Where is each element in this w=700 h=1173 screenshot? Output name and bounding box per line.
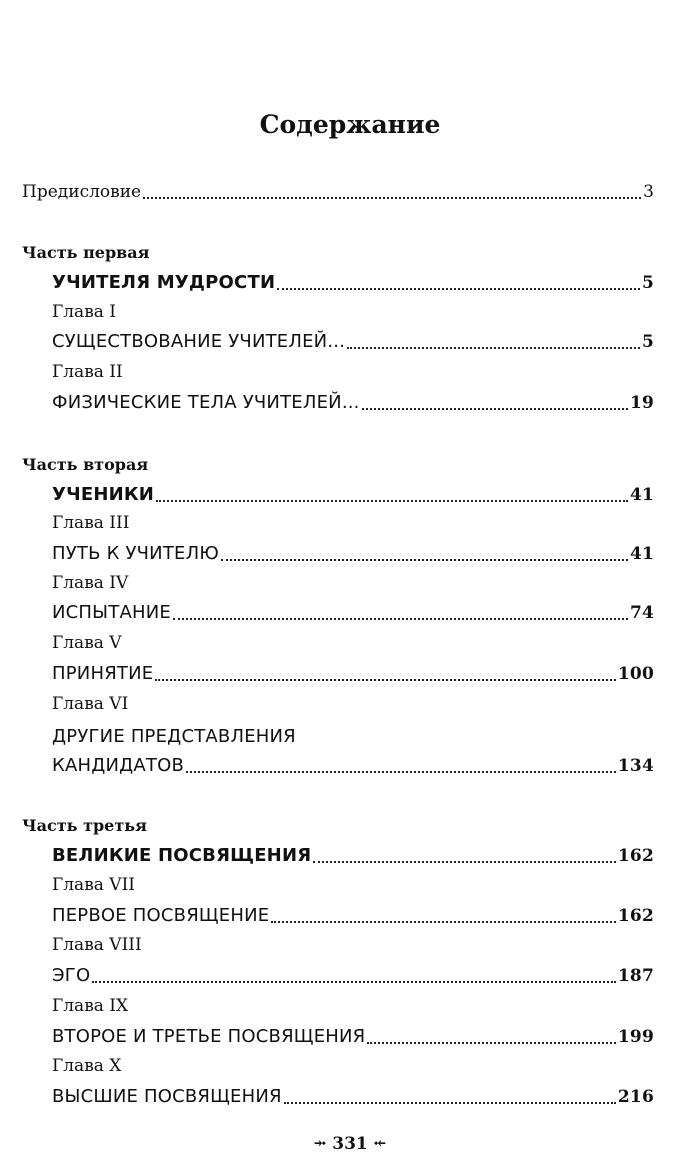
toc-entry-label: ПЕРВОЕ ПОСВЯЩЕНИЕ xyxy=(52,905,270,926)
page-number xyxy=(0,1134,700,1154)
toc-entry-section[interactable] xyxy=(52,841,654,871)
toc-entry-chapter[interactable] xyxy=(52,327,654,357)
toc-entry-label: Предисловие xyxy=(22,182,142,202)
chapter-number: Глава VII xyxy=(52,875,136,895)
toc-entry-page: 19 xyxy=(629,393,654,413)
toc-entry-label: ФИЗИЧЕСКИЕ ТЕЛА УЧИТЕЛЕЙ... xyxy=(52,392,360,413)
toc-entry-label: УЧЕНИКИ xyxy=(52,484,155,505)
toc-entry-page: 5 xyxy=(641,273,654,293)
toc-entry-title-line[interactable]: ДРУГИЕ ПРЕДСТАВЛЕНИЯ xyxy=(52,726,296,747)
toc-entry-label: ВЕЛИКИЕ ПОСВЯЩЕНИЯ xyxy=(52,845,312,866)
dot-leader xyxy=(173,618,628,620)
chapter-number: Глава VIII xyxy=(52,935,142,955)
dot-leader xyxy=(221,559,628,561)
toc-entry-section[interactable] xyxy=(52,480,654,510)
toc-entry-label: ПУТЬ К УЧИТЕЛЮ xyxy=(52,543,219,564)
toc-entry-page: 100 xyxy=(617,664,654,684)
chapter-number: Глава X xyxy=(52,1056,122,1076)
dot-leader xyxy=(313,861,616,863)
toc-entry-page: 134 xyxy=(617,756,654,776)
toc-entry-chapter[interactable] xyxy=(52,751,654,781)
toc-entry-page: 41 xyxy=(629,544,654,564)
toc-entry-page: 3 xyxy=(643,182,654,202)
toc-entry-page: 5 xyxy=(641,332,654,352)
dot-leader xyxy=(186,771,616,773)
toc-entry-page: 199 xyxy=(617,1027,654,1047)
part-heading: Часть третья xyxy=(22,816,147,835)
toc-entry-label: КАНДИДАТОВ xyxy=(52,755,185,776)
toc-entry-chapter[interactable] xyxy=(52,901,654,931)
toc-entry-page: 162 xyxy=(617,846,654,866)
part-heading: Часть первая xyxy=(22,243,150,262)
toc-entry-label: ПРИНЯТИЕ xyxy=(52,663,154,684)
toc-entry-chapter[interactable] xyxy=(52,659,654,689)
dot-leader xyxy=(367,1042,616,1044)
toc-entry-page: 74 xyxy=(629,603,654,623)
toc-entry-page: 41 xyxy=(629,485,654,505)
toc-entry-label: УЧИТЕЛЯ МУДРОСТИ xyxy=(52,272,276,293)
toc-entry-label: ВЫСШИЕ ПОСВЯЩЕНИЯ xyxy=(52,1086,282,1107)
toc-entry-label: СУЩЕСТВОВАНИЕ УЧИТЕЛЕЙ... xyxy=(52,331,346,352)
chapter-number: Глава IX xyxy=(52,996,129,1016)
page-number-value: 331 xyxy=(332,1134,368,1154)
dot-leader xyxy=(362,408,628,410)
toc-entry-label: ЭГО xyxy=(52,965,91,986)
chapter-number: Глава IV xyxy=(52,573,129,593)
toc-entry-label: ВТОРОЕ И ТРЕТЬЕ ПОСВЯЩЕНИЯ xyxy=(52,1026,366,1047)
toc-entry-section[interactable] xyxy=(52,268,654,298)
chapter-number: Глава III xyxy=(52,513,130,533)
toc-entry-preface[interactable] xyxy=(22,177,654,207)
toc-entry-page: 216 xyxy=(617,1087,654,1107)
toc-entry-chapter[interactable] xyxy=(52,388,654,418)
toc-entry-page: 162 xyxy=(617,906,654,926)
page-title: Содержание xyxy=(259,110,441,139)
toc-entry-chapter[interactable] xyxy=(52,539,654,569)
toc-entry-label: ИСПЫТАНИЕ xyxy=(52,602,171,623)
toc-entry-chapter[interactable] xyxy=(52,598,654,628)
chapter-number: Глава VI xyxy=(52,694,129,714)
dot-leader xyxy=(271,921,616,923)
ornament-right-icon: ⤝ xyxy=(373,1134,387,1152)
dot-leader xyxy=(143,197,641,199)
toc-entry-chapter[interactable] xyxy=(52,1022,654,1052)
dot-leader xyxy=(277,288,640,290)
dot-leader xyxy=(92,981,616,983)
chapter-number: Глава V xyxy=(52,633,122,653)
toc-entry-page: 187 xyxy=(617,966,654,986)
dot-leader xyxy=(347,347,640,349)
toc-entry-chapter[interactable] xyxy=(52,1082,654,1112)
dot-leader xyxy=(156,500,628,502)
chapter-number: Глава I xyxy=(52,302,117,322)
dot-leader xyxy=(284,1102,616,1104)
part-heading: Часть вторая xyxy=(22,455,149,474)
ornament-left-icon: ⤞ xyxy=(313,1134,327,1152)
chapter-number: Глава II xyxy=(52,362,123,382)
dot-leader xyxy=(155,679,616,681)
toc-entry-chapter[interactable] xyxy=(52,961,654,991)
